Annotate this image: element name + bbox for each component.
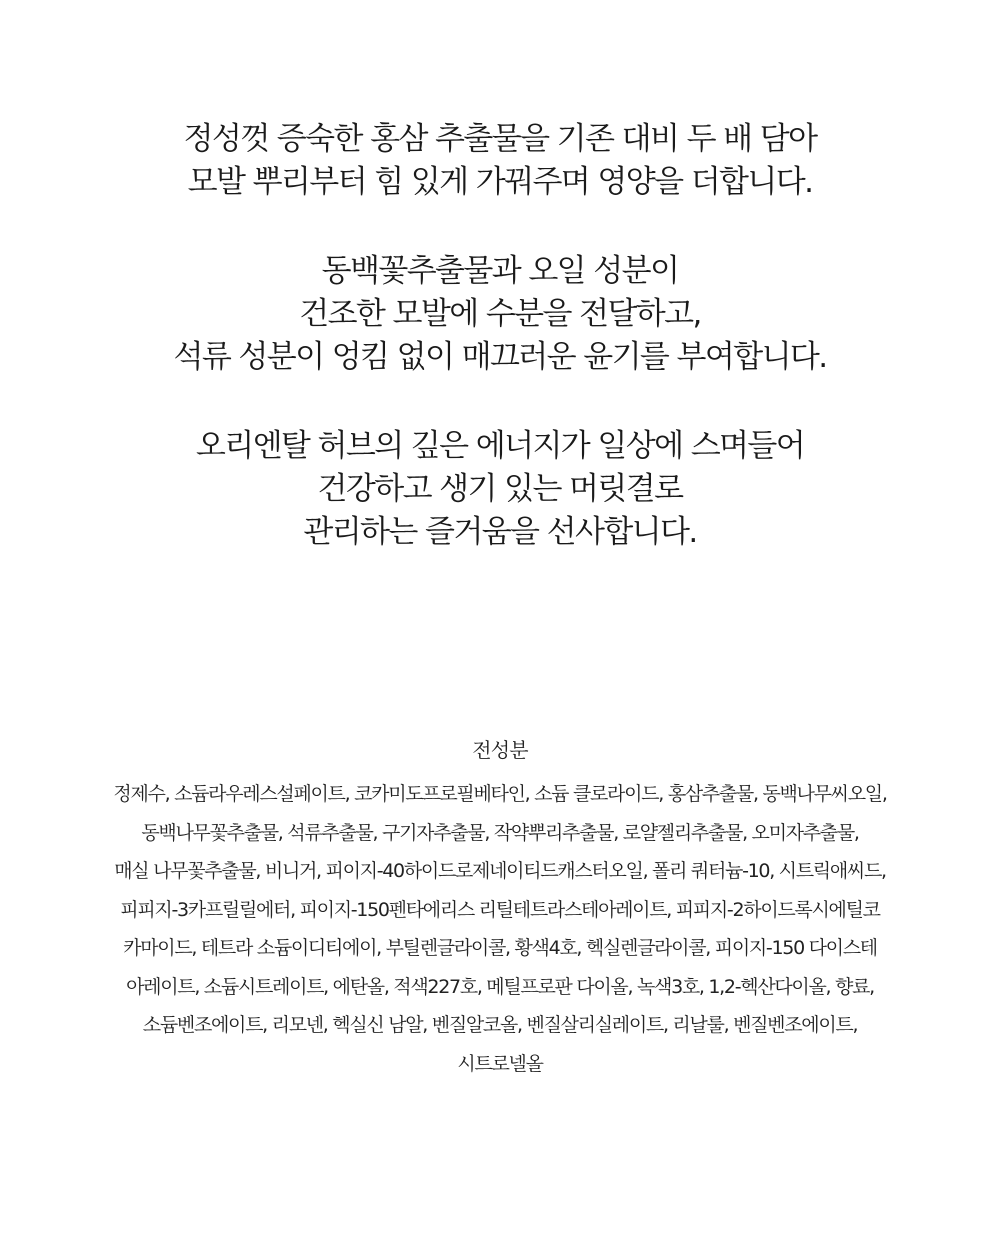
- ingredients-line: 소듐벤조에이트, 리모넨, 헥실신 남알, 벤질알코올, 벤질살리실레이트, 리날룰, 벤질벤조에이트,: [142, 1014, 858, 1036]
- ingredients-line: 동백나무꽃추출물, 석류추출물, 구기자추출물, 작약뿌리추출물, 로얄젤리추출물, 오미자추출물,: [141, 821, 859, 844]
- ingredients-line: 시트로넬올: [457, 1052, 543, 1075]
- product-description: [0, 118, 1000, 600]
- description-line: 석류 성분이 엉킴 없이 매끄러운 윤기를 부여합니다.: [173, 339, 827, 375]
- ingredients-title: 전성분: [472, 738, 528, 762]
- description-paragraph-red-ginseng: [0, 118, 1000, 204]
- description-line: 정성껏 증숙한 홍삼 추출물을 기존 대비 두 배 담아: [183, 121, 817, 157]
- ingredients-line: 아레이트, 소듐시트레이트, 에탄올, 적색227호, 메틸프로판 다이올, 녹색3호, 1,2-헥산다이올, 향료,: [126, 975, 874, 998]
- description-paragraph-camellia: [0, 250, 1000, 379]
- description-line: 모발 뿌리부터 힘 있게 가꿔주며 영양을 더합니다.: [187, 164, 813, 200]
- ingredients-line: 피피지-3카프릴릴에터, 피이지-150펜타에리스 리틸테트라스테아레이트, 피피지-2하이드록시에틸코: [120, 898, 880, 921]
- description-line: 관리하는 즐거움을 선사합니다.: [303, 514, 697, 550]
- description-line: 동백꽃추출물과 오일 성분이: [321, 253, 679, 289]
- description-line: 오리엔탈 허브의 깊은 에너지가 일상에 스며들어: [195, 428, 805, 464]
- ingredients-section: [0, 735, 1000, 1083]
- description-line: 건조한 모발에 수분을 전달하고,: [299, 296, 701, 332]
- ingredients-line: 매실 나무꽃추출물, 비니거, 피이지-40하이드로제네이티드캐스터오일, 폴리 쿼터늄-10, 시트릭애씨드,: [114, 860, 886, 882]
- ingredients-line: 카마이드, 테트라 소듐이디티에이, 부틸렌글라이콜, 황색4호, 헥실렌글라이콜, 피이지-150 다이스테: [123, 937, 877, 959]
- ingredients-line: 정제수, 소듐라우레스설페이트, 코카미도프로필베타인, 소듐 클로라이드, 홍삼추출물, 동백나무씨오일,: [113, 783, 887, 805]
- description-line: 건강하고 생기 있는 머릿결로: [317, 471, 683, 507]
- ingredients-list: [0, 775, 1000, 1083]
- description-paragraph-oriental-herb: [0, 425, 1000, 554]
